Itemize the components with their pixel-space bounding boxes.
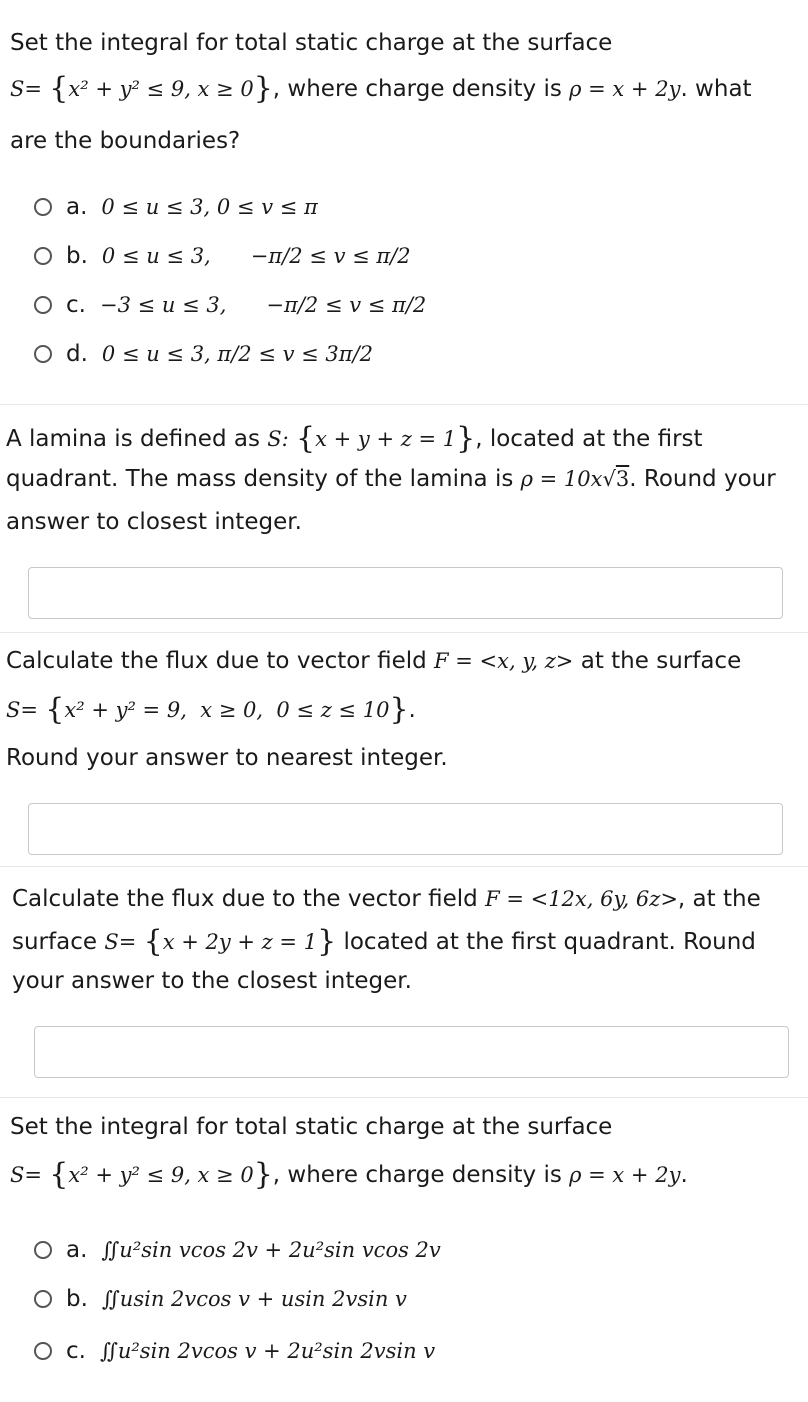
option-expr: −3 ≤ u ≤ 3, −π/2 ≤ v ≤ π/2 <box>99 293 427 317</box>
option-letter: c. <box>66 292 86 318</box>
q1-brace-close: } <box>253 71 273 106</box>
q2-line-3: answer to closest integer. <box>6 509 302 535</box>
q2-set-body: x + y + z = 1 <box>315 427 457 451</box>
option-letter: a. <box>66 194 88 220</box>
option-expr: ∬u²sin 2vcos v + 2u²sin 2vsin v <box>99 1339 436 1363</box>
q3-field: F = <x, y, z> <box>434 649 574 673</box>
q4-brace-close: } <box>317 924 337 959</box>
option-letter: b. <box>66 1286 88 1312</box>
radio-button[interactable] <box>34 247 52 265</box>
question-1 <box>0 8 808 404</box>
q2-brace-close: } <box>456 421 476 456</box>
q4-line2-a: surface <box>12 929 105 955</box>
q4-answer-input[interactable] <box>34 1026 789 1078</box>
q5-option-b[interactable] <box>34 1284 407 1314</box>
q5-option-c[interactable] <box>34 1336 435 1366</box>
q2-line2-b: . Round your <box>629 466 776 492</box>
q5-line-2 <box>10 1158 688 1190</box>
q4-brace-open: { <box>143 924 163 959</box>
q1-mid-text: , where charge density is <box>272 76 570 102</box>
q2-line2-a: quadrant. The mass density of the lamina is <box>6 466 521 492</box>
q5-option-a[interactable] <box>34 1235 441 1265</box>
q5-line-1: Set the integral for total static charge at the surface <box>10 1114 613 1140</box>
q4-line-3: your answer to the closest integer. <box>12 968 412 994</box>
q2-line-2 <box>6 464 776 494</box>
q5-set-body: x² + y² ≤ 9, x ≥ 0 <box>68 1163 254 1187</box>
q2-answer-input[interactable] <box>28 567 783 619</box>
option-letter: c. <box>66 1338 86 1364</box>
question-5 <box>0 1098 740 1388</box>
q3-answer-input[interactable] <box>28 803 783 855</box>
q4-line2-b: located at the first quadrant. Round <box>336 929 756 955</box>
q1-set-expr: S= <box>10 77 42 101</box>
q4-line-2 <box>12 925 756 957</box>
q3-line1-a: Calculate the flux due to vector field <box>6 648 435 674</box>
radio-button[interactable] <box>34 1241 52 1259</box>
q3-set-end: . <box>408 697 416 723</box>
radio-button[interactable] <box>34 296 52 314</box>
q2-line1-b: , located at the first <box>475 426 703 452</box>
q3-brace-open: { <box>45 692 65 727</box>
q5-end-text: . <box>680 1162 688 1188</box>
q3-set-expr: S= <box>6 698 38 722</box>
q2-density-root: 3 <box>615 467 630 491</box>
q1-option-b[interactable] <box>34 241 411 271</box>
q1-brace-open: { <box>49 71 69 106</box>
q1-option-c[interactable] <box>34 290 426 320</box>
radio-button[interactable] <box>34 1290 52 1308</box>
q4-set-body: x + 2y + z = 1 <box>162 930 318 954</box>
option-expr: ∬usin 2vcos v + usin 2vsin v <box>101 1287 407 1311</box>
q3-set-body: x² + y² = 9, x ≥ 0, 0 ≤ z ≤ 10 <box>64 698 390 722</box>
q1-density: ρ = x + 2y <box>569 77 681 101</box>
option-expr: ∬u²sin vcos 2v + 2u²sin vcos 2v <box>101 1238 441 1262</box>
q1-option-a[interactable] <box>34 192 318 222</box>
q2-line1-a: A lamina is defined as <box>6 426 268 452</box>
radio-button[interactable] <box>34 345 52 363</box>
radio-button[interactable] <box>34 198 52 216</box>
q5-mid-text: , where charge density is <box>272 1162 570 1188</box>
q1-line-2 <box>10 72 752 104</box>
q4-line1-b: , at the <box>677 886 761 912</box>
q4-set-expr: S= <box>104 930 137 954</box>
q5-brace-close: } <box>253 1157 273 1192</box>
q4-line1-a: Calculate the flux due to the vector field <box>12 886 486 912</box>
q5-set-expr: S= <box>10 1163 42 1187</box>
q2-line-1 <box>6 422 703 454</box>
option-expr: 0 ≤ u ≤ 3, 0 ≤ v ≤ π <box>101 195 318 219</box>
q2-density: ρ = 10x <box>520 467 603 491</box>
q1-line-1: Set the integral for total static charge at the surface <box>10 30 613 56</box>
sqrt-symbol: √ <box>602 467 616 491</box>
q3-line1-b: at the surface <box>573 648 742 674</box>
option-letter: a. <box>66 1237 88 1263</box>
q1-set-body: x² + y² ≤ 9, x ≥ 0 <box>68 77 254 101</box>
q3-line-3: Round your answer to nearest integer. <box>6 745 448 771</box>
radio-button[interactable] <box>34 1342 52 1360</box>
q5-density: ρ = x + 2y <box>569 1163 681 1187</box>
option-letter: b. <box>66 243 88 269</box>
q3-brace-close: } <box>389 692 409 727</box>
q3-line-2 <box>6 693 416 725</box>
q4-field: F = <12x, 6y, 6z> <box>485 887 678 911</box>
option-letter: d. <box>66 341 88 367</box>
q5-brace-open: { <box>49 1157 69 1192</box>
q2-set-label: S: <box>267 427 289 451</box>
option-expr: 0 ≤ u ≤ 3, π/2 ≤ v ≤ 3π/2 <box>101 342 374 366</box>
q4-line-1 <box>12 884 761 914</box>
q1-line-3: are the boundaries? <box>10 128 241 154</box>
q1-option-d[interactable] <box>34 339 373 369</box>
q2-brace-open: { <box>296 421 316 456</box>
q1-end-text: . what <box>680 76 752 102</box>
q3-line-1 <box>6 646 741 676</box>
option-expr: 0 ≤ u ≤ 3, −π/2 ≤ v ≤ π/2 <box>101 244 411 268</box>
